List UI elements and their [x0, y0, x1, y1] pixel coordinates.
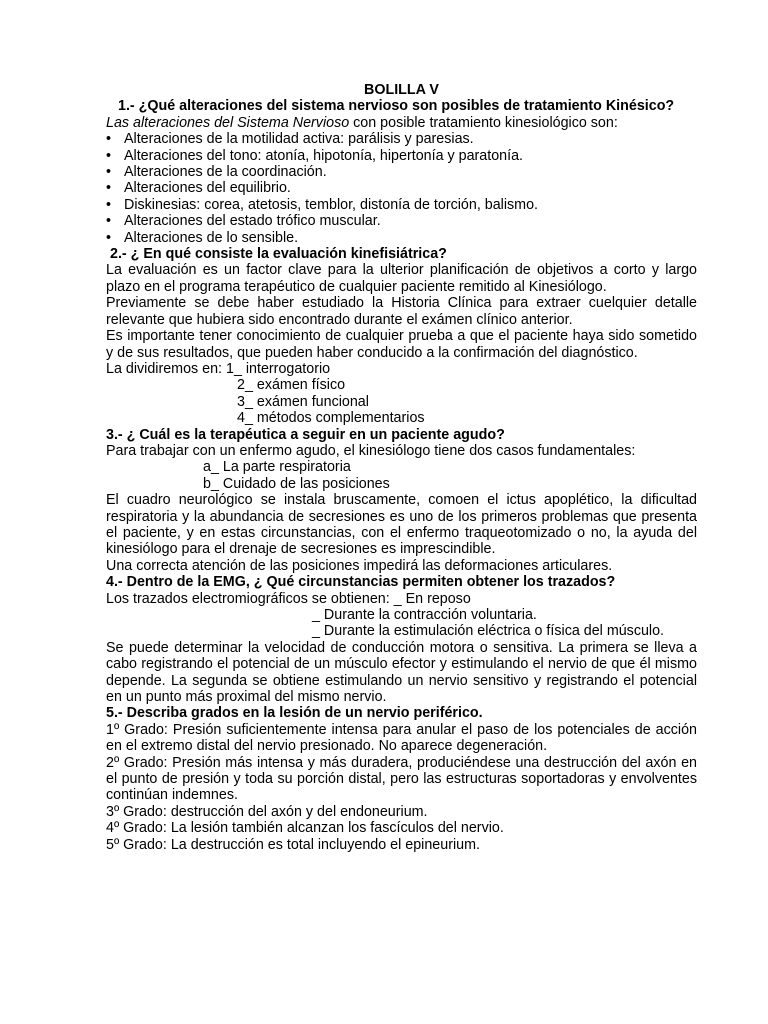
paragraph: Es importante tener conocimiento de cualquier prueba a que el paciente haya sido sometido y de sus resultados, que pueden haber conducido a la confirmación del diagnóstico. [106, 328, 697, 361]
paragraph: Para trabajar con un enfermo agudo, el kinesiólogo tiene dos casos fundamentales: [106, 442, 636, 459]
question-3: 3.- ¿ Cuál es la terapéutica a seguir en un paciente agudo? [106, 426, 505, 443]
list-item-text: Alteraciones de lo sensible. [124, 229, 299, 246]
bullet-icon: • [106, 213, 112, 230]
list-item-text: Alteraciones del estado trófico muscular. [124, 213, 381, 230]
list-item [106, 131, 697, 147]
grade-item: 2º Grado: Presión más intensa y más duradera, produciéndese una destrucción del axón en el punto de presión y toda su porción distal, pero las estructuras soportadoras y envolventes continúan indemnes. [106, 754, 697, 804]
list-item [106, 164, 697, 180]
emg-item: _ En reposo [393, 590, 471, 607]
question-1: 1.- ¿Qué alteraciones del sistema nervioso son posibles de tratamiento Kinésico? [118, 98, 675, 115]
paragraph: La evaluación es un factor clave para la ulterior planificación de objetivos a corto y largo plazo en el programa terapéutico de cualquier paciente remitido al Kinesiólogo. [106, 262, 697, 295]
divide-item: 1_ interrogatorio [226, 360, 331, 377]
paragraph: El cuadro neurológico se instala bruscamente, comoen el ictus apoplético, la dificultad respiratoria y la abundancia de secresiones es uno de los primeros problemas que presenta el paciente, y en estas circunstancias, con el enfermo traqueotomizado o no, la ayuda del kinesiólogo para el drenaje de secresiones es imprescindible. [106, 492, 697, 558]
bullet-icon: • [106, 131, 112, 148]
paragraph: Previamente se debe haber estudiado la Historia Clínica para extraer cuelquier detalle relevante que hubiera sido encontrado durante el exámen clínico anterior. [106, 295, 697, 328]
grade-item: 1º Grado: Presión suficientemente intensa para anular el paso de los potenciales de acción en el extremo distal del nervio presionado. No aparece degeneración. [106, 721, 697, 755]
list-item-text: Alteraciones de la coordinación. [124, 164, 327, 181]
list-item [106, 213, 697, 229]
paragraph: Una correcta atención de las posiciones impedirá las deformaciones articulares. [106, 557, 613, 574]
question-5: 5.- Describa grados en la lesión de un nervio periférico. [106, 705, 483, 722]
bullet-icon: • [106, 147, 112, 164]
bullet-icon: • [106, 180, 112, 197]
bullet-icon: • [106, 229, 112, 246]
list-item-text: Diskinesias: corea, atetosis, temblor, distonía de torción, balismo. [124, 196, 539, 213]
bullet-icon: • [106, 164, 112, 181]
document-page [106, 82, 697, 853]
list-item [106, 180, 697, 196]
question-2: 2.- ¿ En qué consiste la evaluación kinefisiátrica? [110, 246, 447, 263]
list-item-text: Alteraciones de la motilidad activa: parálisis y paresias. [124, 131, 474, 148]
divide-line [106, 361, 697, 377]
bullet-icon: • [106, 196, 112, 213]
grade-item: 4º Grado: La lesión también alcanzan los fascículos del nervio. [106, 820, 504, 837]
case-item: a_ La parte respiratoria [203, 459, 351, 476]
question-4: 4.- Dentro de la EMG, ¿ Qué circunstancias permiten obtener los trazados? [106, 574, 616, 591]
emg-item: _ Durante la estimulación eléctrica o física del músculo. [312, 623, 665, 640]
emg-intro: Los trazados electromiográficos se obtienen: [106, 590, 394, 607]
list-item [106, 197, 697, 213]
alterations-list [106, 131, 697, 246]
section1-intro-italic: Las alteraciones del Sistema Nervioso [106, 114, 350, 131]
divide-item: 4_ métodos complementarios [237, 410, 425, 427]
list-item [106, 230, 697, 246]
list-item [106, 148, 697, 164]
page-title: BOLILLA V [364, 82, 439, 98]
divide-item: 2_ exámen físico [237, 377, 346, 394]
grade-item: 3º Grado: destrucción del axón y del endoneurium. [106, 803, 428, 820]
emg-item: _ Durante la contracción voluntaria. [312, 607, 537, 623]
paragraph: Se puede determinar la velocidad de conducción motora o sensitiva. La primera se lleva a cabo registrando el potencial de un músculo efector y estimulando el nervio de que él mismo depende. La segunda se obtiene estimulando un nervio sensitivo y registrando el potencial en un punto más proximal del mismo nervio. [106, 639, 697, 706]
list-item-text: Alteraciones del equilibrio. [124, 180, 291, 197]
emg-line [106, 591, 697, 607]
grade-item: 5º Grado: La destrucción es total incluyendo el epineurium. [106, 836, 480, 853]
section1-intro-rest: con posible tratamiento kinesiológico son: [349, 114, 618, 131]
case-item: b_ Cuidado de las posiciones [203, 475, 390, 492]
divide-intro: La dividiremos en: [106, 360, 226, 377]
list-item-text: Alteraciones del tono: atonía, hipotonía, hipertonía y paratonía. [124, 147, 524, 164]
section1-intro [106, 115, 697, 131]
divide-item: 3_ exámen funcional [237, 393, 369, 410]
